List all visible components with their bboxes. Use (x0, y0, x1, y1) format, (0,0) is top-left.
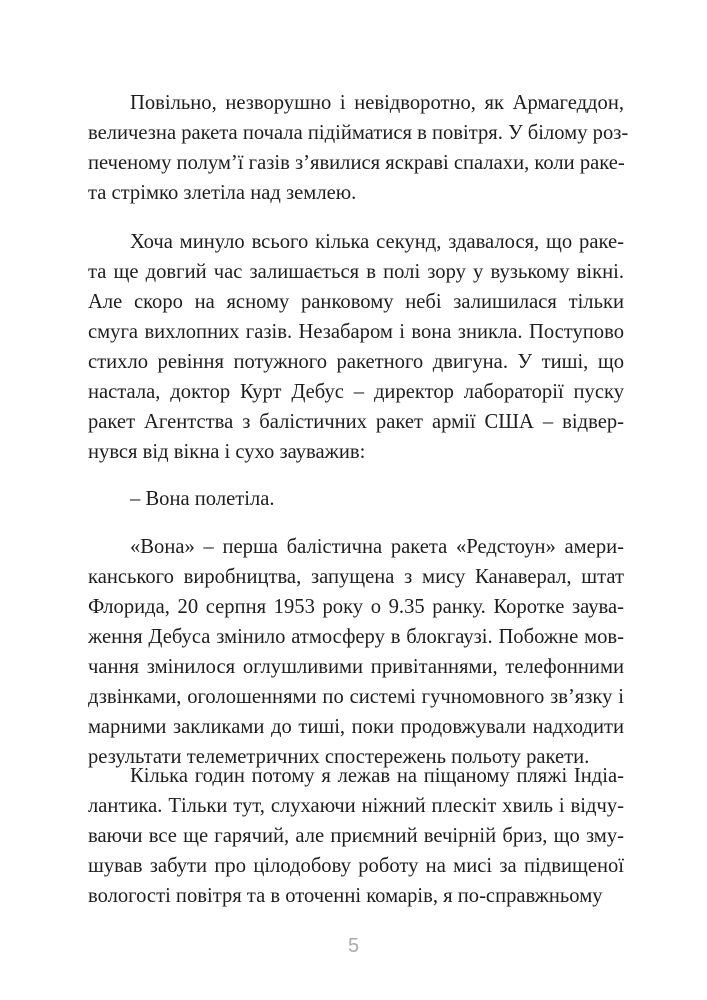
text-line: стихло ревіння потужного ракетного двигуна. У тиші, що (88, 351, 624, 373)
text-line: чання змінилося оглушливими привітаннями, телефонними (88, 656, 624, 678)
text-line: настала, доктор Курт Дебус – директор лабораторії пуску (88, 381, 624, 403)
text-line: та стрімко злетіла над землею. (88, 182, 357, 204)
text-line: Кілька годин потому я лежав на піщаному пляжі Індіа- (130, 765, 624, 787)
text-line: ракет Агентства з балістичних ракет армії США – відвер- (88, 411, 624, 433)
text-line: марними закликами до тиші, поки продовжували надходити (88, 716, 624, 738)
text-line: величезна ракета почала підійматися в повітря. У білому роз- (88, 122, 629, 144)
text-line: результати телеметричних спостережень польоту ракети. (88, 746, 590, 768)
text-line: Повільно, незворушно і невідворотно, як Армагеддон, (130, 92, 624, 114)
text-line: Хоча минуло всього кілька секунд, здавалося, що раке- (130, 231, 624, 253)
text-line: канського виробництва, запущена з мису Канаверал, штат (88, 566, 624, 588)
text-line: смуга вихлопних газів. Незабаром і вона зникла. Поступово (88, 321, 624, 343)
text-line: та ще довгий час залишається в полі зору у вузькому вікні. (88, 261, 624, 283)
text-line: дзвінками, оголошеннями по системі гучномовного зв’язку і (88, 686, 624, 708)
text-line: «Вона» – перша балістична ракета «Редстоун» амери- (130, 536, 624, 558)
text-line: Флорида, 20 серпня 1953 року о 9.35 ранку. Коротке заува- (88, 596, 624, 618)
text-line: Але скоро на ясному ранковому небі залишилася тільки (88, 291, 624, 313)
text-line: ження Дебуса змінило атмосферу в блокгаузі. Побожне мов- (88, 626, 624, 648)
text-line: печеному полум’ї газів з’явилися яскраві спалахи, коли раке- (88, 152, 625, 174)
text-line: шував забути про цілодобову роботу на мисі за підвищеної (88, 855, 624, 877)
text-line: – Вона полетіла. (130, 488, 275, 510)
text-line: нувся від вікна і сухо зауважив: (88, 441, 366, 463)
text-line: лантика. Тільки тут, слухаючи ніжний плескіт хвиль і відчу- (88, 795, 624, 817)
text-line: ваючи все ще гарячий, але приємний вечірній бриз, що зму- (88, 825, 624, 847)
page-number: 5 (347, 935, 360, 957)
text-line: вологості повітря та в оточенні комарів, я по-справжньому (88, 885, 603, 907)
